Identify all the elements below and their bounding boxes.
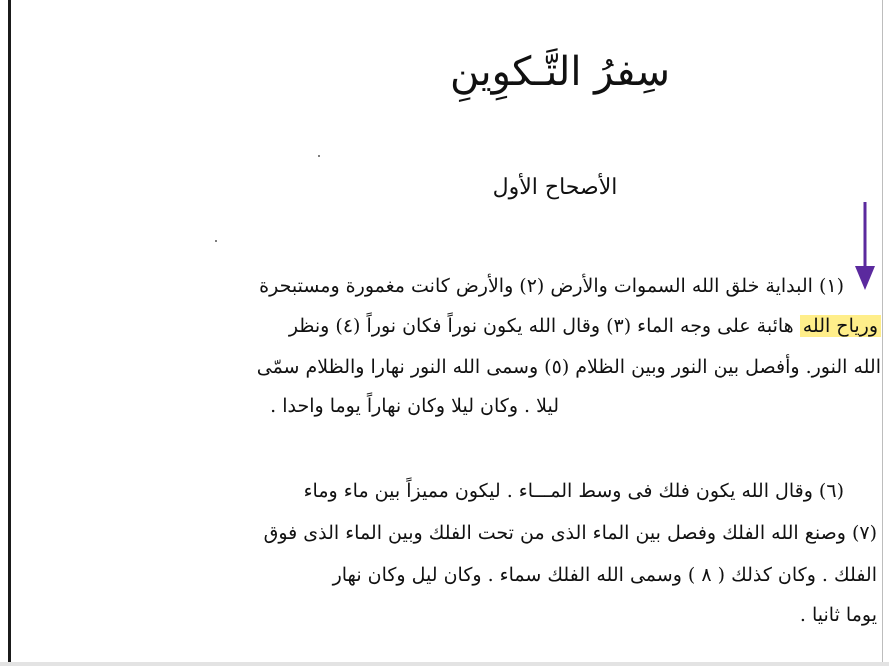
scan-speck	[215, 240, 217, 242]
chapter-title: الأصحاح الأول	[492, 175, 618, 200]
verse-line: يوما ثانيا .	[799, 604, 877, 626]
left-border	[8, 0, 11, 666]
scan-speck	[318, 155, 320, 157]
verse-line-text: هائبة على وجه الماء (٣) وقال الله يكون نوراً فكان نوراً (٤) ونظر	[288, 315, 794, 337]
verse-line	[289, 311, 881, 341]
verse-line: ليلا . وكان ليلا وكان نهاراً يوما واحدا .	[270, 395, 559, 417]
verse-line: الله النور. وأفصل بين النور وبين الظلام (٥) وسمى الله النور نهارا والظلام سمّى	[256, 356, 881, 378]
right-border	[882, 0, 883, 666]
verse-line: الفلك . وكان كذلك ( ٨ ) وسمى الله الفلك سماء . وكان ليل وكان نهار	[332, 564, 877, 586]
verse-line: (٧) وصنع الله الفلك وفصل بين الماء الذى من تحت الفلك وبين الماء الذى فوق	[263, 522, 877, 544]
down-arrow-icon	[852, 200, 878, 292]
bottom-border	[0, 662, 889, 666]
highlighted-text: ورياح الله	[800, 315, 881, 337]
verse-line: (٦) وقال الله يكون فلك فى وسط المـــاء . ليكون مميزاً بين ماء وماء	[303, 480, 844, 502]
verse-line: (١) البداية خلق الله السموات والأرض (٢) والأرض كانت مغمورة ومستبحرة	[259, 275, 844, 297]
book-title: سِفرُ التَّـكوِينِ	[450, 49, 670, 95]
